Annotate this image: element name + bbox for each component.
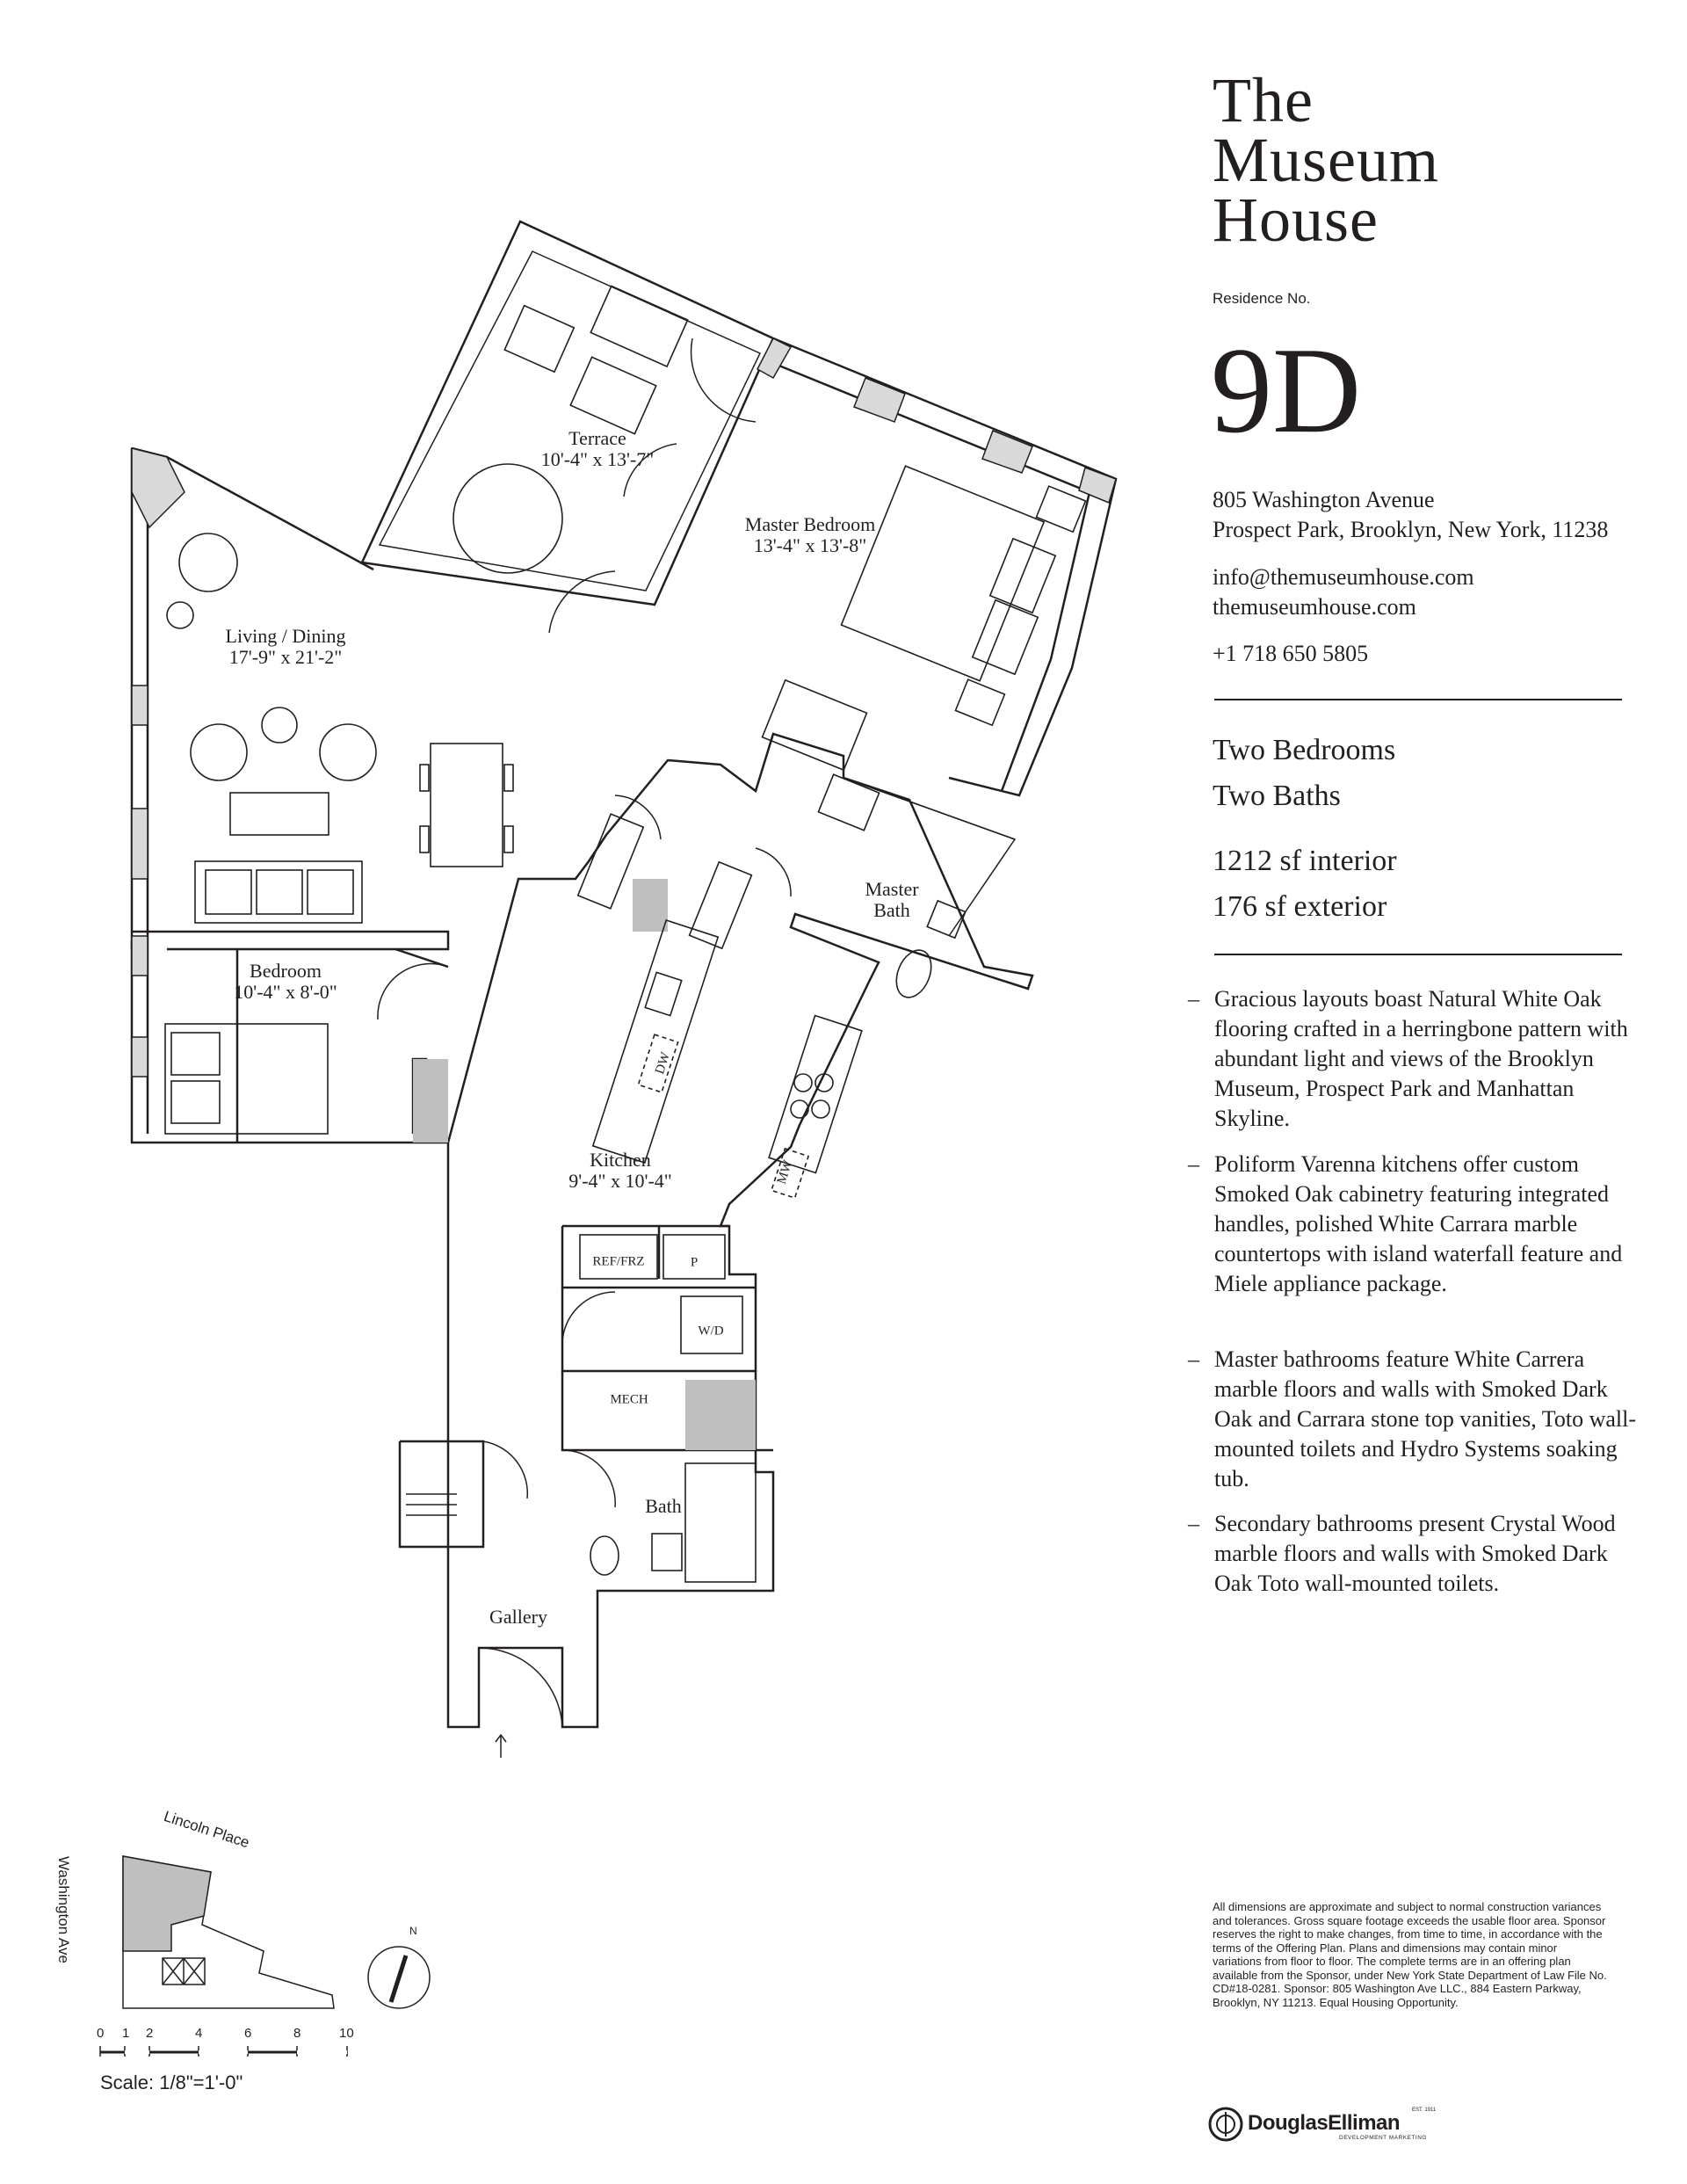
dw-label: DW (653, 1050, 673, 1077)
bath-name: Bath (645, 1495, 682, 1517)
area-summary (1213, 838, 1397, 930)
terrace-dims: 10'-4" x 13'-7" (540, 448, 655, 470)
feature-item (1188, 1509, 1636, 1599)
gallery-name: Gallery (489, 1606, 547, 1628)
bedroom-name: Bedroom (250, 960, 322, 982)
living-dining-dims: 17'-9" x 21'-2" (228, 646, 343, 668)
wd-label: W/D (698, 1324, 724, 1339)
email-link[interactable]: info@themuseumhouse.com (1213, 564, 1474, 590)
residence-number: 9D (1211, 323, 1362, 459)
scale-tick-2: 2 (146, 2026, 154, 2041)
master-bedroom-label (745, 514, 875, 556)
address-block (1213, 485, 1608, 545)
mw-label: MW (774, 1158, 796, 1186)
logo-est: EST. 1911 (1412, 2108, 1437, 2113)
feature-text: Master bathrooms feature White Carrera marble floors and walls with Smoked Dark Oak and Carrara stone top vanities, Toto wall-mounted toilets and Hydro Systems soaking tub. (1214, 1346, 1637, 1491)
logo-sub: DEVELOPMENT MARKETING (1339, 2135, 1427, 2141)
living-dining-name: Living / Dining (225, 625, 346, 647)
north-label: N (409, 1925, 417, 1937)
title-line-3: House (1213, 185, 1379, 255)
residence-label: Residence No. (1213, 290, 1311, 307)
pantry-label: P (690, 1255, 699, 1270)
lincoln-place-label: Lincoln Place (162, 1808, 252, 1852)
ref-frz-label: REF/FRZ (592, 1254, 645, 1269)
address-line-1: 805 Washington Avenue (1213, 487, 1435, 512)
bath-label (645, 1496, 682, 1517)
feature-dash: – (1188, 1346, 1199, 1372)
mech-label: MECH (610, 1392, 648, 1407)
kitchen-name: Kitchen (590, 1149, 651, 1171)
scale-tick-8: 8 (293, 2026, 301, 2041)
gallery-label (489, 1607, 547, 1628)
divider-bottom (1214, 954, 1622, 955)
scale-tick-0: 0 (97, 2026, 105, 2041)
baths-count: Two Baths (1213, 780, 1341, 812)
scale-label: Scale: 1/8"=1'-0" (100, 2072, 243, 2093)
exterior-area: 176 sf exterior (1213, 890, 1387, 923)
kitchen-label (568, 1150, 672, 1192)
living-dining-label (226, 626, 346, 668)
bedrooms-count: Two Bedrooms (1213, 734, 1396, 766)
master-bedroom-outline (757, 338, 1116, 795)
feature-text: Secondary bathrooms present Crystal Wood marble floors and walls with Smoked Dark Oak Toto wall-mounted toilets. (1214, 1511, 1616, 1596)
master-bath-name-2: Bath (873, 899, 910, 921)
site-map (123, 1856, 334, 2008)
feature-text: Poliform Varenna kitchens offer custom Smoked Oak cabinetry featuring integrated handles, polished White Carrara marble countertops with island waterfall feature and Miele appliance package. (1214, 1151, 1623, 1296)
scale-tick-1: 1 (122, 2026, 130, 2041)
scale-tick-4: 4 (195, 2026, 203, 2041)
terrace-name: Terrace (568, 427, 626, 449)
contact-block (1213, 562, 1474, 622)
page-title (1213, 65, 1439, 255)
feature-dash: – (1188, 1511, 1199, 1536)
bedroom-dims: 10'-4" x 8'-0" (234, 981, 337, 1003)
feature-item (1188, 1345, 1636, 1494)
website-link[interactable]: themuseumhouse.com (1213, 594, 1416, 620)
legal-disclaimer: All dimensions are approximate and subject to normal construction variances and tolerances. Gross square footage exceeds the usable floor area. Sponsor reserves the right to make changes, from time to time, in accordance with the terms of the Offering Plan. Plans and dimensions may contain minor variations from floor to floor. The complete terms are in an offering plan available from the Sponsor, under New York State Department of Law File No. CD#18-0281. Sponsor: 805 Washington Ave LLC., 884 Eastern Parkway, Brooklyn, NY 11213. Equal Housing Opportunity. (1213, 1900, 1607, 2009)
terrace-label (541, 428, 655, 470)
feature-dash: – (1188, 1151, 1199, 1177)
master-bedroom-name: Master Bedroom (744, 513, 876, 535)
feature-text: Gracious layouts boast Natural White Oak flooring crafted in a herringbone pattern with abundant light and views of the Brooklyn Museum, Prospect Park and Manhattan Skyline. (1214, 986, 1628, 1131)
interior-area: 1212 sf interior (1213, 845, 1397, 877)
address-line-2: Prospect Park, Brooklyn, New York, 11238 (1213, 517, 1609, 542)
north-compass-icon (368, 1947, 430, 2008)
unit-summary (1213, 728, 1395, 819)
feature-item (1188, 1150, 1636, 1299)
kitchen-dims: 9'-4" x 10'-4" (568, 1170, 672, 1192)
feature-item (1188, 984, 1636, 1134)
bedroom-label (234, 961, 337, 1003)
title-line-1: The (1213, 65, 1314, 135)
scale-bar (100, 2046, 347, 2057)
master-bath-label (865, 879, 918, 921)
scale-tick-6: 6 (244, 2026, 252, 2041)
entry-arrow-icon (496, 1735, 506, 1758)
scale-tick-10: 10 (339, 2026, 354, 2041)
douglas-elliman-logo-icon (1210, 2108, 1242, 2140)
logo-brand: DouglasElliman (1248, 2111, 1401, 2135)
douglas-elliman-logo (1248, 2109, 1441, 2144)
washington-ave-label: Washington Ave (55, 1856, 72, 1963)
master-bedroom-dims: 13'-4" x 13'-8" (753, 534, 867, 556)
feature-dash: – (1188, 986, 1199, 1012)
title-line-2: Museum (1213, 125, 1439, 195)
divider-top (1214, 699, 1622, 700)
master-bath-name-1: Master (865, 878, 919, 900)
phone-number[interactable]: +1 718 650 5805 (1213, 641, 1369, 666)
terrace-outline (362, 221, 773, 605)
living-windows (132, 448, 185, 1077)
